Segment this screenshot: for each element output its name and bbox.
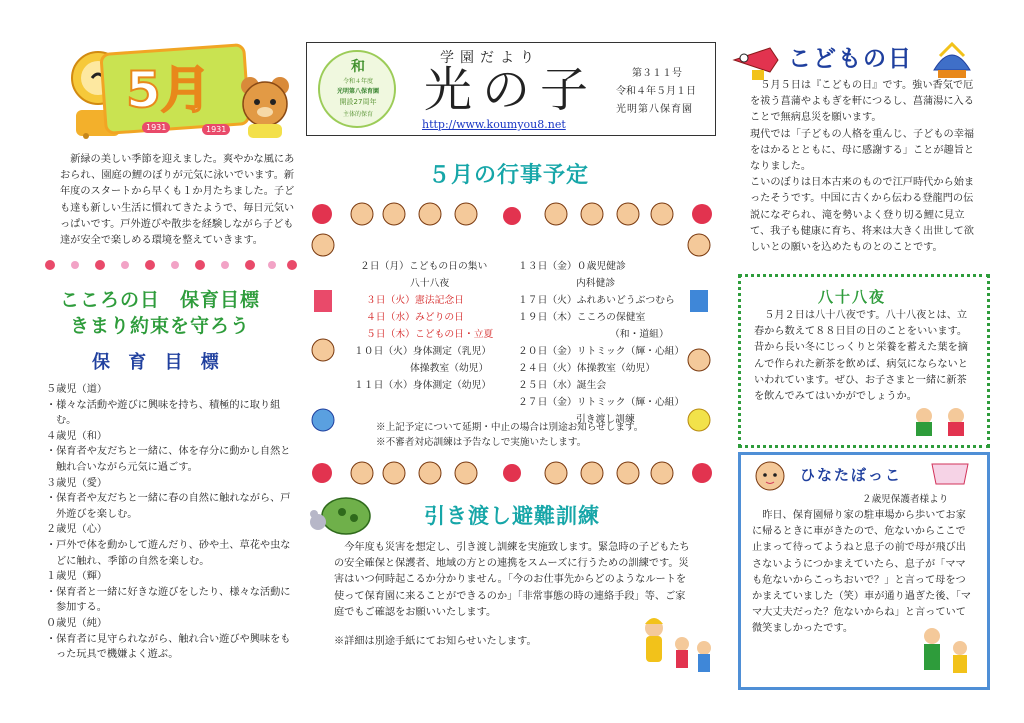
event-row (360, 258, 487, 272)
kids-side-decoration-right (684, 230, 714, 470)
event-row (354, 377, 491, 391)
month-banner (62, 44, 312, 140)
event-row-holiday (366, 309, 464, 323)
event-row (410, 275, 449, 289)
event-row (518, 309, 645, 323)
goal-age: ５歳児（道） (46, 384, 108, 395)
badge-motto: 主体的保育 (342, 111, 373, 118)
event-text: みどりの日 (414, 312, 464, 323)
event-text: ０歳児健診 (576, 261, 626, 272)
goals-list (46, 382, 294, 663)
event-date: １７日（火） (518, 295, 577, 306)
goal-text: ・戸外で体を動かして遊んだり、砂や土、草花や虫などに触れ、季節の自然を楽しむ。 (46, 539, 291, 567)
kodomo-heading: こどもの日 (788, 46, 913, 72)
event-text: リトミック（輝・心組） (576, 346, 685, 357)
kodomo-paragraph: ５月５日は『こどもの日』です。強い香気で厄を祓う菖蒲やよもぎを軒につるし、菖蒲湯に入ることで無病息災を願います。 現代では「子どもの人格を重んじ、子どもの幸福をはかるとともに、母に感謝する」ことが趣旨となりました。 こいのぼりは日本古来のもので江戸時代から始まったそうです。中国に古くから伝わる登龍門の伝説になぞられ、滝を勢いよく登り切る鯉に見立て、我子も健康に育ち、将来は大きく出世して欲しいとの願いを込めたものとのことです。 (750, 80, 975, 254)
event-text: 誕生会 (576, 380, 607, 391)
bear-character-illustration (230, 72, 300, 140)
event-row (410, 360, 488, 374)
event-row (576, 275, 615, 289)
event-date: ２０日（金） (518, 346, 577, 357)
month-number: 5月 (126, 61, 211, 119)
goal-text: ・保育者や友だちと一緒に春の自然に触れながら、戸外遊びを楽しむ。 (46, 493, 291, 520)
goal-age: １歳児（輝） (46, 571, 108, 583)
goal-text: ・保育者に見守られながら、触れ合い遊びや興味をもった玩具で機嫌よく遊ぶ。 (46, 633, 291, 661)
month-pill: 1931 (202, 124, 230, 135)
event-date: １１日（水） (354, 380, 413, 391)
intro-paragraph: 新緑の美しい季節を迎えました。爽やかな風にあおられ、園庭の鯉のぼりが元気に泳いでいます。新年度のスタートから早くも１か月たちました。子ども達も新しい生活に慣れてきたようで、毎日元気いっぱいです。戸外遊びや散歩を経験しながら子ども達が安全で楽しめる環境を整えていきます。 (60, 154, 295, 247)
faces-carnation-border-bottom (306, 456, 718, 490)
event-text: 引き渡し訓練 (576, 414, 635, 425)
kids-side-decoration-left (308, 230, 338, 470)
event-text: 八十八夜 (410, 278, 450, 289)
goals-heading: こころの日 保育目標 (60, 289, 261, 311)
samurai-helmet-icon (930, 40, 974, 82)
parent-child-illustration (914, 624, 978, 680)
turtle-mouse-illustration (306, 488, 376, 538)
event-text: 身体測定（乳児） (412, 346, 492, 357)
hina-dolls-illustration (906, 404, 976, 438)
flower-divider (40, 255, 302, 275)
event-row (518, 360, 655, 374)
event-row (518, 343, 684, 357)
event-text: 体操教室（幼児） (410, 363, 489, 374)
goal-text: ・保育者や友だちと一緒に、体を存分に動かし自然と触れ合いながら元気に過ごす。 (46, 446, 291, 473)
event-row (518, 394, 684, 408)
event-date: １９日（木） (518, 312, 577, 323)
event-date: ５日（木） (366, 329, 415, 340)
badge-year: 令和４年度 (342, 78, 373, 85)
event-text: リトミック（輝・心組） (576, 397, 685, 408)
website-link[interactable]: http://www.koumyou8.net (422, 118, 566, 131)
baby-icon (748, 456, 792, 496)
badge-school: 光明第八保育園 (336, 88, 379, 95)
event-row-holiday (366, 292, 464, 306)
month-pill: 1931 (142, 122, 170, 133)
event-text: こどもの日・立夏 (414, 329, 494, 340)
goal-text: ・様々な活動や遊びに興味を持ち、積極的に取り組む。 (46, 399, 281, 427)
hinata-paragraph: 昨日、保育園帰り家の駐車場から歩いてお家に帰るときに車がきたので、危ないからここで止まって待ってようねと息子の前で母が飛び出さないようにつかまえていたら、息子が「ママも危ないからこっちおいで？」と言って母をつかまえていました（笑）車が通り過ぎた後、「ママ大丈夫だった？危ないからね」と言っていて微笑ましかったです。 (752, 510, 972, 635)
faces-carnation-border-top (306, 196, 718, 232)
goal-age: ２歳児（心） (46, 524, 108, 536)
event-row (518, 292, 675, 306)
badge-anniversary: 開設27周年 (339, 98, 377, 106)
event-text: 身体測定（幼児） (412, 380, 492, 391)
event-row-holiday (366, 326, 493, 340)
event-text: こどもの日の集い (408, 261, 488, 272)
event-row (354, 343, 491, 357)
logo-badge (318, 50, 396, 128)
event-date: ３日（火） (366, 295, 415, 306)
drill-paragraph: 今年度も災害を想定し、引き渡し訓練を実施致します。緊急時の子どもたちの安全確保と保護者、地域の方との連携をスムーズに行うための訓練です。災害はいつ何時起こるか分かりません。「今のお仕事先からどのようなルートを使って保育園に来ることができるのか」「非常事態の時の連絡手段」等、ご家庭でもご確認をお願いいたします。 (334, 542, 690, 618)
issue-org: 光明第八保育園 (616, 104, 693, 115)
hachiju-paragraph: ５月２日は八十八夜です。八十八夜とは、立春から数えて８８日目の日のことをいいます。昔から長い冬にじっくりと栄養を蓄えた葉を摘んで作られた新茶を飲めば、病気にならないといわれています。ぜひ、お子さまと一緒に新茶を飲んでみてはいかがでしょうか。 (754, 310, 968, 403)
issue-date: 令和４年５月１日 (616, 86, 696, 97)
events-notes (376, 420, 643, 450)
event-row (518, 258, 626, 272)
hinata-byline: ２歳児保護者様より (862, 494, 949, 505)
bib-icon (928, 458, 972, 488)
event-date: ２７日（金） (518, 397, 577, 408)
children-walking-illustration (632, 614, 720, 680)
event-text: 憲法記念日 (414, 295, 464, 306)
goals-theme: きまり約束を守ろう (70, 315, 251, 337)
event-date: １３日（金） (518, 261, 577, 272)
goal-text: ・保育者と一緒に好きな遊びをしたり、様々な活動に参加する。 (46, 586, 291, 614)
event-text: こころの保健室 (576, 312, 646, 323)
event-row (610, 326, 669, 340)
carp-streamer-icon (730, 40, 782, 82)
event-text: 体操教室（幼児） (576, 363, 656, 374)
events-heading: ５月の行事予定 (428, 163, 590, 188)
event-date: ２５日（水） (518, 380, 577, 391)
hinata-heading: ひなたぼっこ (800, 466, 903, 484)
goal-age: ０歳児（純） (46, 617, 108, 629)
event-text: 内科健診 (576, 278, 616, 289)
event-date: ４日（水） (366, 312, 415, 323)
event-text: ふれあいどうぶつむら (576, 295, 675, 306)
badge-mark: 和 (351, 59, 365, 75)
event-text: （和・道組） (610, 329, 669, 340)
event-date: １０日（火） (354, 346, 413, 357)
masthead-title: 光の子 (424, 62, 599, 118)
events-note: ※上記予定について延期・中止の場合は別途お知らせします。 (376, 422, 644, 433)
event-date: ２４日（火） (518, 363, 577, 374)
masthead-kicker: 学園だより (440, 50, 540, 66)
drill-note: ※詳細は別途手紙にてお知らせいたします。 (334, 636, 537, 647)
goal-age: ３歳児（愛） (46, 477, 108, 489)
goals-subtitle: 保 育 目 標 (92, 352, 225, 373)
issue-number: 第３１１号 (632, 68, 682, 79)
hachiju-heading: 八十八夜 (818, 288, 887, 306)
event-row (518, 377, 606, 391)
drill-heading: 引き渡し避難訓練 (424, 504, 600, 528)
event-date: ２日（月） (360, 261, 409, 272)
goal-age: ４歳児（和） (46, 430, 108, 442)
events-note: ※不審者対応訓練は予告なしで実施いたします。 (376, 437, 587, 448)
